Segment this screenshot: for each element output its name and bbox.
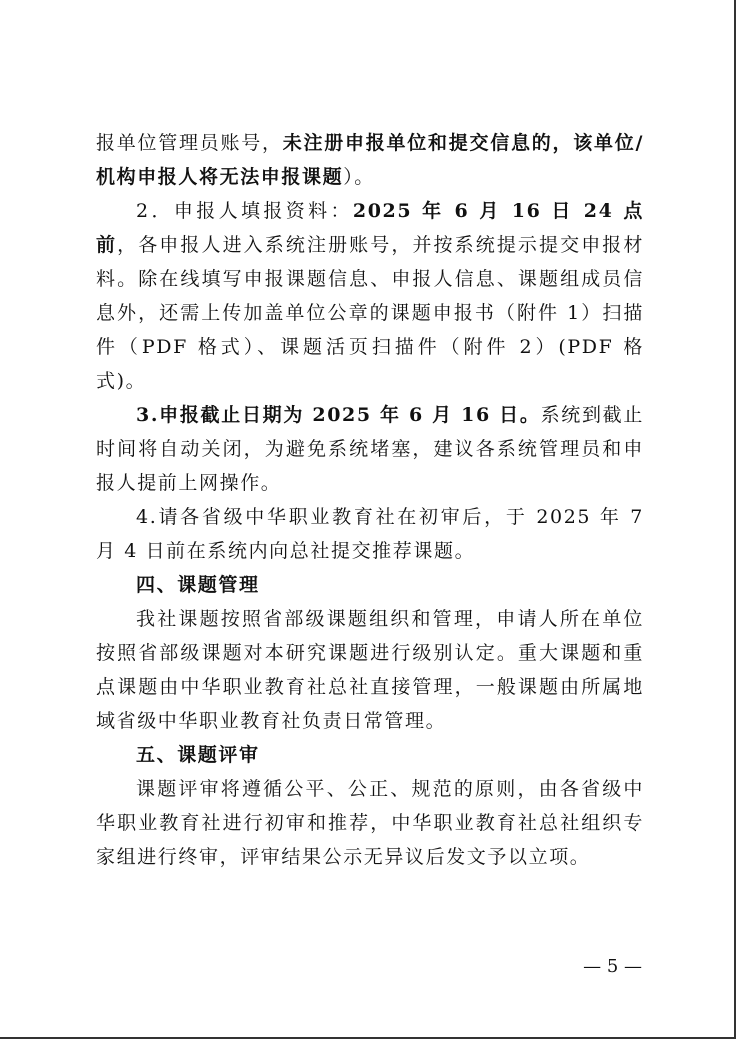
text-run: 2．申报人填报资料： bbox=[136, 200, 353, 222]
bold-run: 未注册申报单位和提交信息的，该单位/机构申报人将无法申报课题 bbox=[96, 132, 644, 188]
section-heading-4: 四、课题管理 bbox=[136, 574, 260, 596]
bold-run: 2025 年 6 月 16 日 24 点前 bbox=[96, 200, 644, 256]
bold-run: 3.申报截止日期为 2025 年 6 月 16 日。 bbox=[136, 404, 541, 426]
paragraph-5: 我社课题按照省部级课题组织和管理，申请人所在单位按照省部级课题对本研究课题进行级别认定。重大课题和重点课题由中华职业教育社总社直接管理，一般课题由所属地域省级中华职业教育社负责日常管理。 bbox=[96, 608, 644, 732]
paragraph-1 bbox=[96, 126, 644, 194]
page-number: — 5 — bbox=[583, 956, 642, 977]
paragraph-4: 4.请各省级中华职业教育社在初审后，于 2025 年 7 月 4 日前在系统内向总社提交推荐课题。 bbox=[96, 506, 644, 562]
text-run: ）。 bbox=[343, 166, 375, 188]
text-run: ，各申报人进入系统注册账号，并按系统提示提交申报材料。除在线填写申报课题信息、申报人信息、课题组成员信息外，还需上传加盖单位公章的课题申报书（附件 1）扫描件（PDF 格式）、课题活页扫描件（附件 2）(PDF 格式)。 bbox=[96, 234, 644, 392]
paragraph-2 bbox=[96, 194, 644, 398]
paragraph-6: 课题评审将遵循公平、公正、规范的原则，由各省级中华职业教育社进行初审和推荐，中华职业教育社总社组织专家组进行终审，评审结果公示无异议后发文予以立项。 bbox=[96, 778, 644, 868]
body-text bbox=[96, 126, 644, 874]
text-run: 系统到截止时间将自动关闭，为避免系统堵塞，建议各系统管理员和申报人提前上网操作。 bbox=[96, 404, 644, 494]
text-run: 报单位管理员账号， bbox=[96, 132, 283, 154]
paragraph-3 bbox=[96, 398, 644, 500]
section-heading-5: 五、课题评审 bbox=[136, 744, 260, 766]
